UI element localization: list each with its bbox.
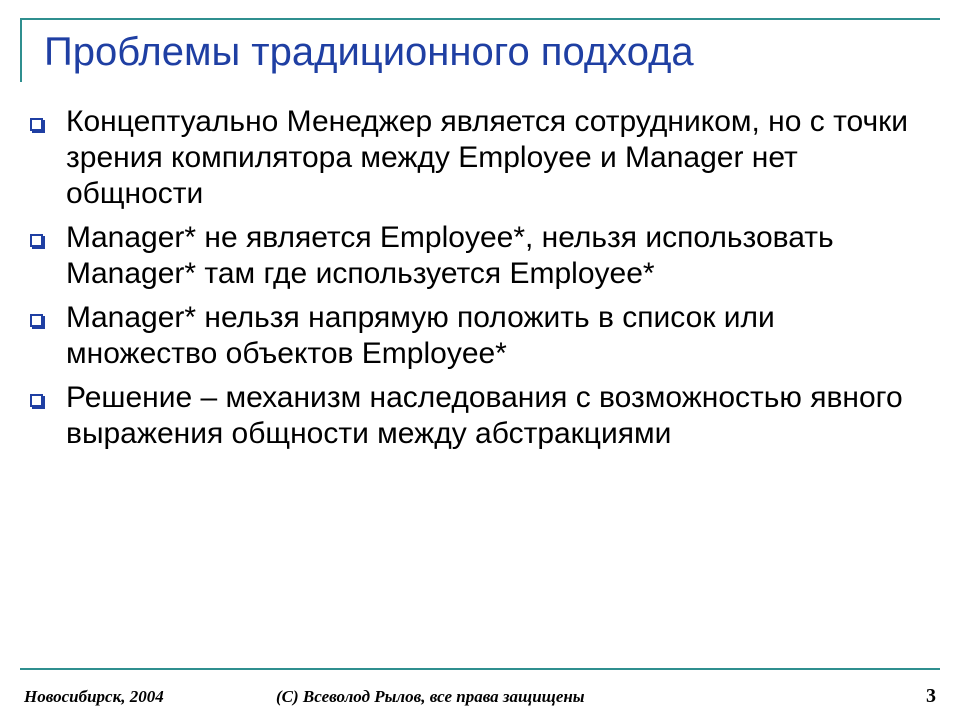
footer-city-year: Новосибирск, 2004	[24, 687, 164, 706]
bullet-item	[30, 300, 910, 372]
bullet-text: Manager* не является Employee*, нельзя использовать Manager* там где используется Employee*	[66, 221, 834, 290]
title-frame-left-border	[20, 18, 22, 82]
footer-divider	[20, 668, 940, 670]
bullet-text: Концептуально Менеджер является сотрудником, но с точки зрения компилятора между Employee и Manager нет общности	[66, 105, 909, 210]
hollow-square-bullet-icon	[30, 234, 43, 247]
bullet-list	[30, 104, 910, 460]
bullet-item	[30, 220, 910, 292]
page-number: 3	[926, 685, 936, 707]
title-frame-top-border	[20, 18, 940, 20]
hollow-square-bullet-icon	[30, 314, 43, 327]
bullet-item	[30, 380, 910, 452]
bullet-text: Manager* нельзя напрямую положить в список или множество объектов Employee*	[66, 301, 775, 370]
bullet-item	[30, 104, 910, 212]
slide-title: Проблемы традиционного подхода	[44, 30, 694, 74]
bullet-text: Решение – механизм наследования с возможностью явного выражения общности между абстракциями	[66, 381, 903, 450]
footer-copyright: (С) Всеволод Рылов, все права защищены	[276, 687, 585, 706]
hollow-square-bullet-icon	[30, 394, 43, 407]
hollow-square-bullet-icon	[30, 118, 43, 131]
